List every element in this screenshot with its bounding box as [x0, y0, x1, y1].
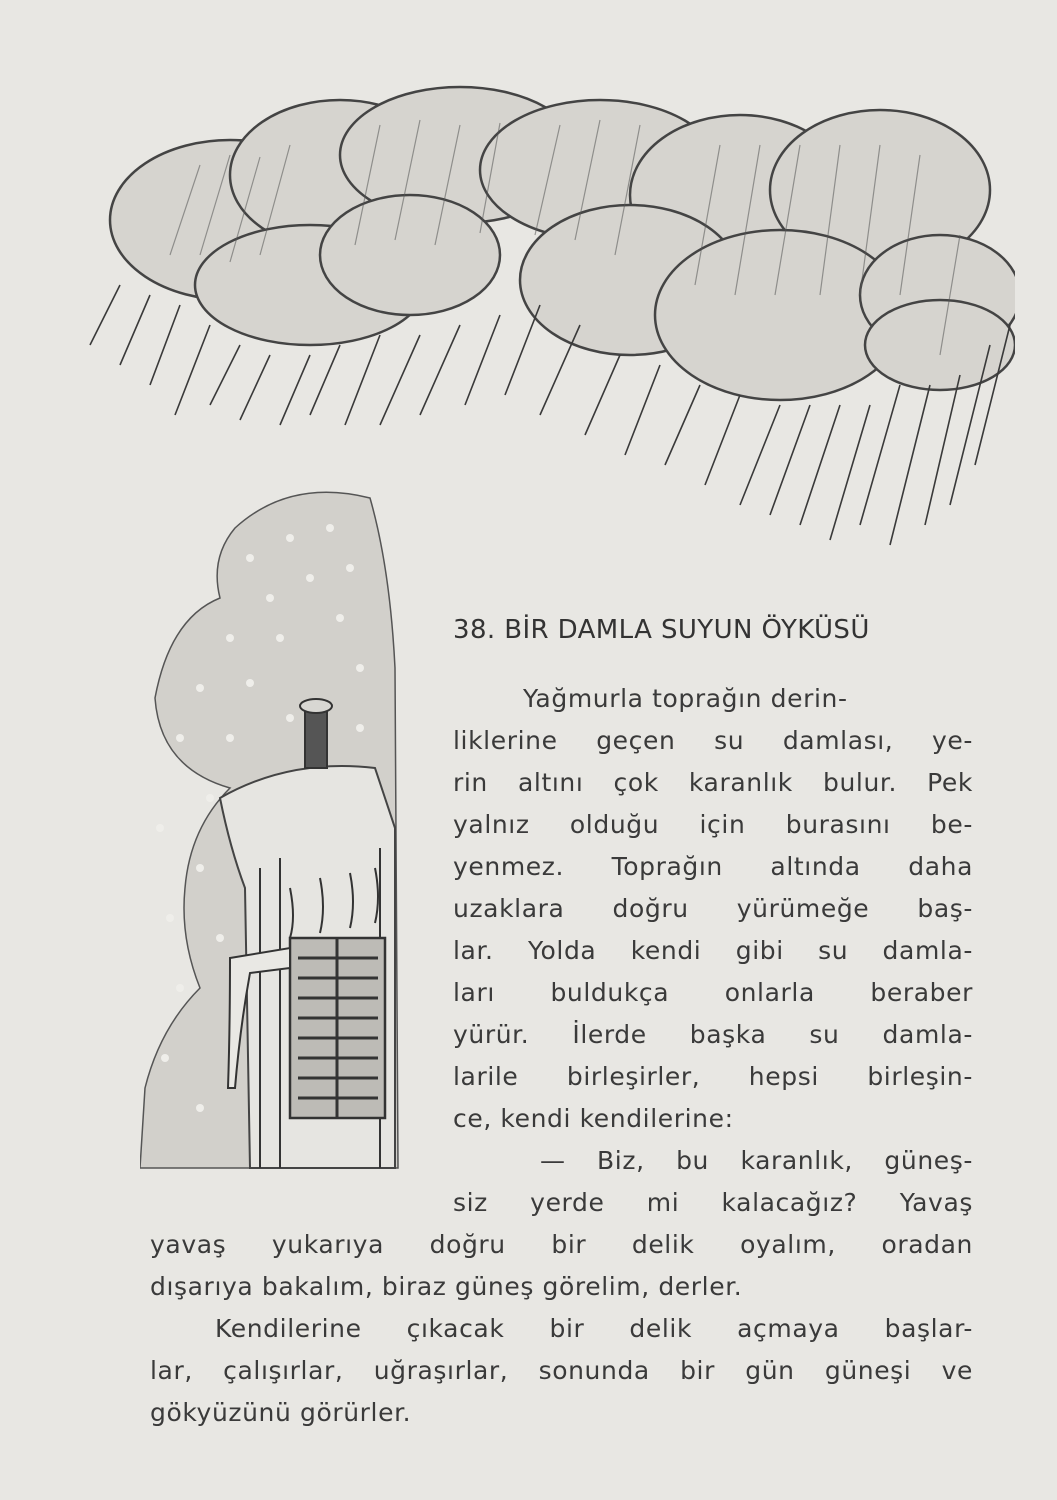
text-line: larile birleşirler, hepsi birleşin- [453, 1062, 973, 1091]
text-line: rin altını çok karanlık bulur. Pek [453, 768, 973, 797]
text-line: Kendilerine çıkacak bir delik açmaya başlar- [215, 1314, 973, 1343]
text-line: lar. Yolda kendi gibi su damla- [453, 936, 973, 965]
text-line: liklerine geçen su damlası, ye- [453, 726, 973, 755]
text-line: yenmez. Toprağın altında daha [453, 852, 973, 881]
page-title: 38. BİR DAMLA SUYUN ÖYKÜSÜ [453, 615, 870, 645]
text-line: yalnız olduğu için burasını be- [453, 810, 973, 839]
text-line: dışarıya bakalım, biraz güneş görelim, derler. [150, 1272, 743, 1301]
text-line: lar, çalışırlar, uğraşırlar, sonunda bir gün güneşi ve [150, 1356, 973, 1385]
text-line: Yağmurla toprağın derin- [523, 684, 848, 713]
text-line: yürür. İlerde başka su damla- [453, 1020, 973, 1049]
text-line: gökyüzünü görürler. [150, 1398, 412, 1427]
text-line: — Biz, bu karanlık, güneş- [540, 1146, 973, 1175]
text-line: yavaş yukarıya doğru bir delik oyalım, oradan [150, 1230, 973, 1259]
text-line: ları buldukça onlarla beraber [453, 978, 973, 1007]
text-line: ce, kendi kendilerine: [453, 1104, 734, 1133]
text-line: uzaklara doğru yürümeğe baş- [453, 894, 973, 923]
text-line: siz yerde mi kalacağız? Yavaş [453, 1188, 973, 1217]
snowy-house-illustration [140, 468, 410, 1208]
